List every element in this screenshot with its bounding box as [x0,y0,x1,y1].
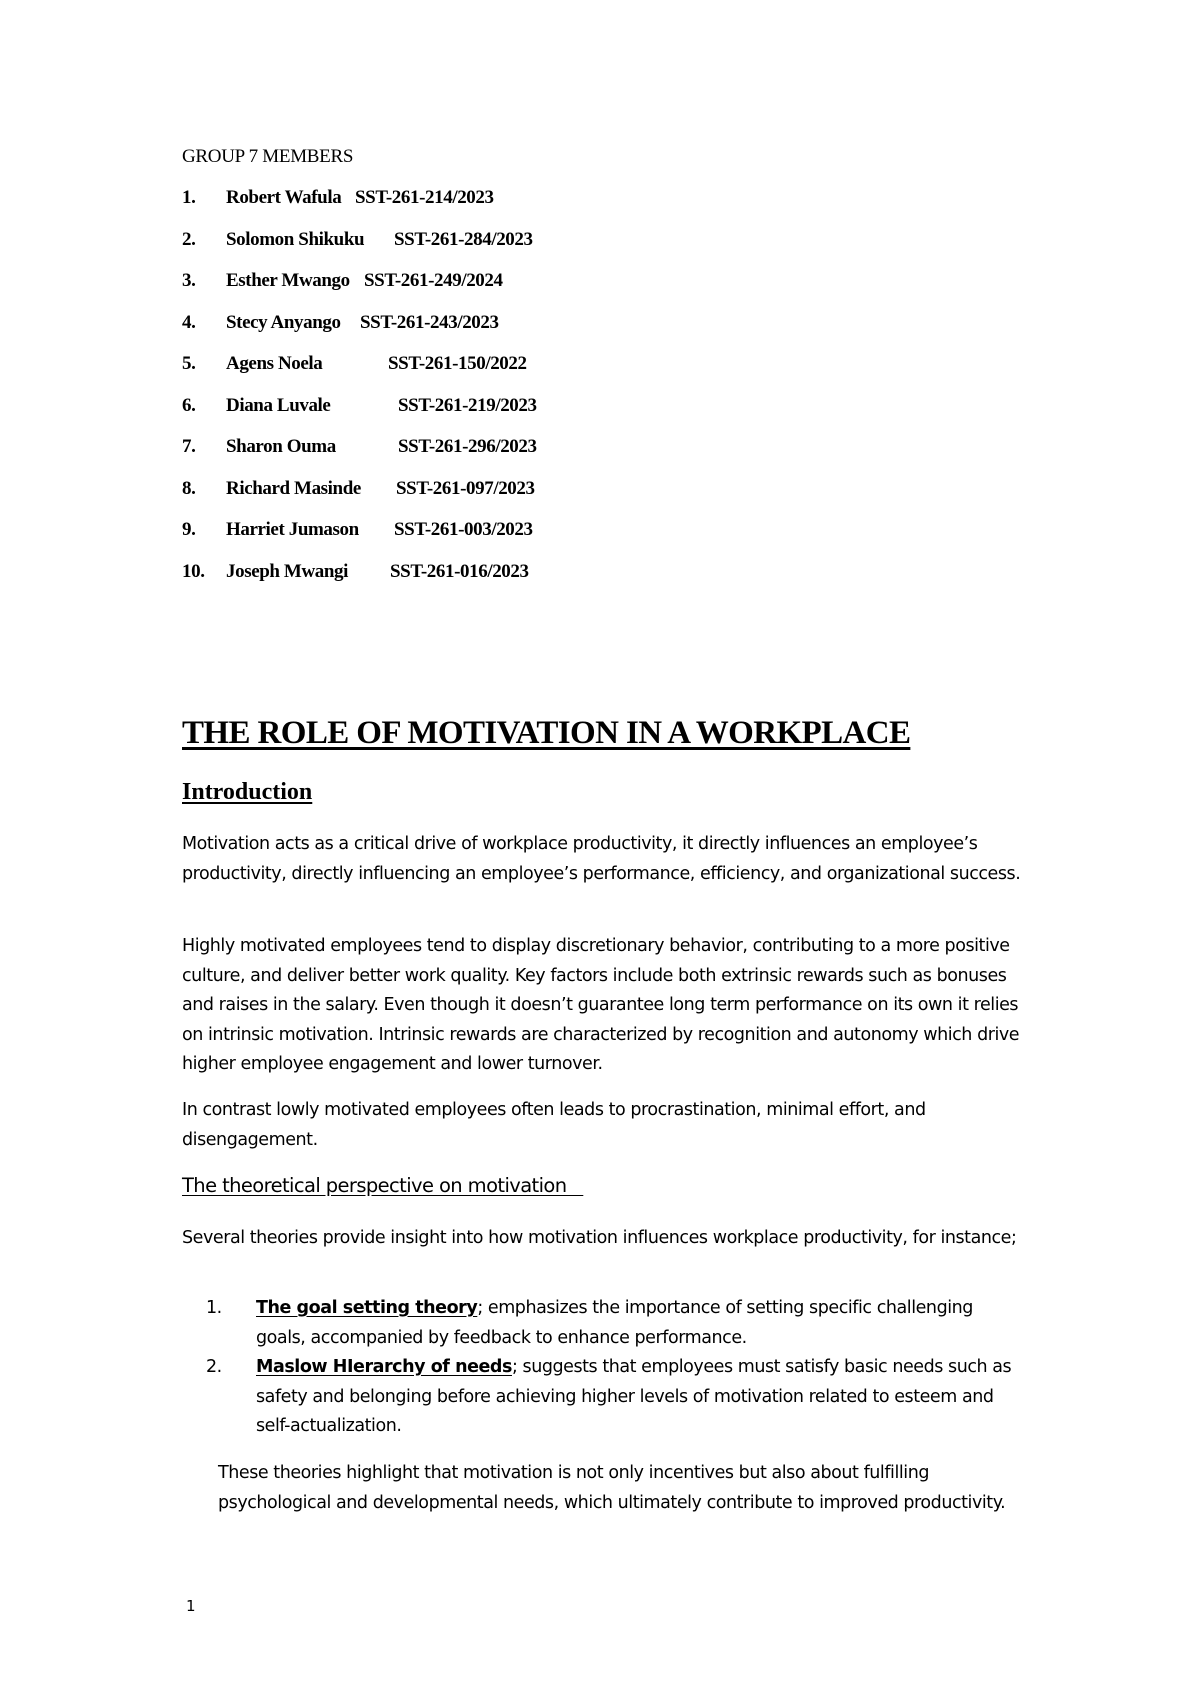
member-reg-number: SST-261-296/2023 [398,436,537,457]
member-name: Agens Noela [226,353,323,374]
group-heading: GROUP 7 MEMBERS [182,146,354,167]
intro-paragraph: In contrast lowly motivated employees often leads to procrastination, minimal effort, and disengagement. [182,1100,926,1150]
theory-description: ; emphasizes the importance of setting specific challenging goals, accompanied by feedback to enhance performance. [256,1298,973,1348]
member-reg-number: SST-261-150/2022 [388,353,527,374]
member-reg-number: SST-261-219/2023 [398,394,537,416]
member-reg-number: SST-261-097/2023 [396,477,535,499]
member-reg-number: SST-261-243/2023 [360,311,499,333]
member-name: Robert Wafula [226,187,342,208]
theory-name: The goal setting theory [256,1298,478,1318]
member-name: Sharon Ouma [226,436,336,457]
list-item-number: 1. [206,1298,222,1318]
member-row [182,312,602,354]
list-item [206,1353,1026,1442]
member-number: 3. [182,270,196,291]
member-name: Joseph Mwangi [226,560,349,582]
list-item-number: 2. [206,1357,222,1377]
member-number: 6. [182,394,196,416]
member-reg-number: SST-261-214/2023 [355,187,494,208]
member-reg-number: SST-261-016/2023 [390,560,529,582]
member-number: 5. [182,353,196,374]
member-number: 9. [182,519,196,540]
member-reg-number: SST-261-284/2023 [394,228,533,250]
member-row [182,561,602,603]
member-row [182,187,602,229]
member-row [182,519,602,561]
members-list [182,187,602,602]
theory-list [206,1294,1026,1442]
member-reg-number: SST-261-249/2024 [364,270,503,291]
member-number: 8. [182,477,196,499]
member-name: Diana Luvale [226,394,331,416]
list-item [206,1294,1026,1353]
member-name: Esther Mwango [226,270,350,291]
intro-paragraph: Motivation acts as a critical drive of workplace productivity, it directly influences an employee’s productivity, directly influencing an employee’s performance, efficiency, and organizational success. [182,834,1021,884]
member-row [182,270,602,312]
member-row [182,229,602,271]
member-number: 7. [182,436,196,457]
member-reg-number: SST-261-003/2023 [394,519,533,540]
introduction-heading: Introduction [182,779,313,805]
member-number: 10. [182,560,205,582]
member-row [182,353,602,395]
member-name: Harriet Jumason [226,519,359,540]
member-number: 4. [182,311,196,333]
theory-description: ; suggests that employees must satisfy basic needs such as safety and belonging before achieving higher levels of motivation related to esteem and self-actualization. [256,1357,1012,1436]
theory-section-heading: The theoretical perspective on motivation [182,1174,584,1197]
closing-paragraph: These theories highlight that motivation is not only incentives but also about fulfilling psychological and developmental needs, which ultimately contribute to improved productivity. [218,1463,1006,1513]
theory-intro-paragraph: Several theories provide insight into how motivation influences workplace productivity, for instance; [182,1228,1017,1248]
intro-paragraph: Highly motivated employees tend to display discretionary behavior, contributing to a more positive culture, and deliver better work quality. Key factors include both extrinsic rewards such as bonuses and raises in the salary. Even though it doesn’t guarantee long term performance on its own it relies on intrinsic motivation. Intrinsic rewards are characterized by recognition and autonomy which drive higher employee engagement and lower turnover. [182,936,1020,1074]
document-title: THE ROLE OF MOTIVATION IN A WORKPLACE [182,715,911,751]
member-name: Richard Masinde [226,477,361,499]
member-number: 2. [182,228,196,250]
member-number: 1. [182,187,196,208]
member-name: Stecy Anyango [226,311,341,333]
member-name: Solomon Shikuku [226,228,365,250]
theory-name: Maslow HIerarchy of needs [256,1357,512,1377]
member-row [182,478,602,520]
member-row [182,395,602,437]
member-row [182,436,602,478]
page-number: 1 [186,1597,196,1615]
